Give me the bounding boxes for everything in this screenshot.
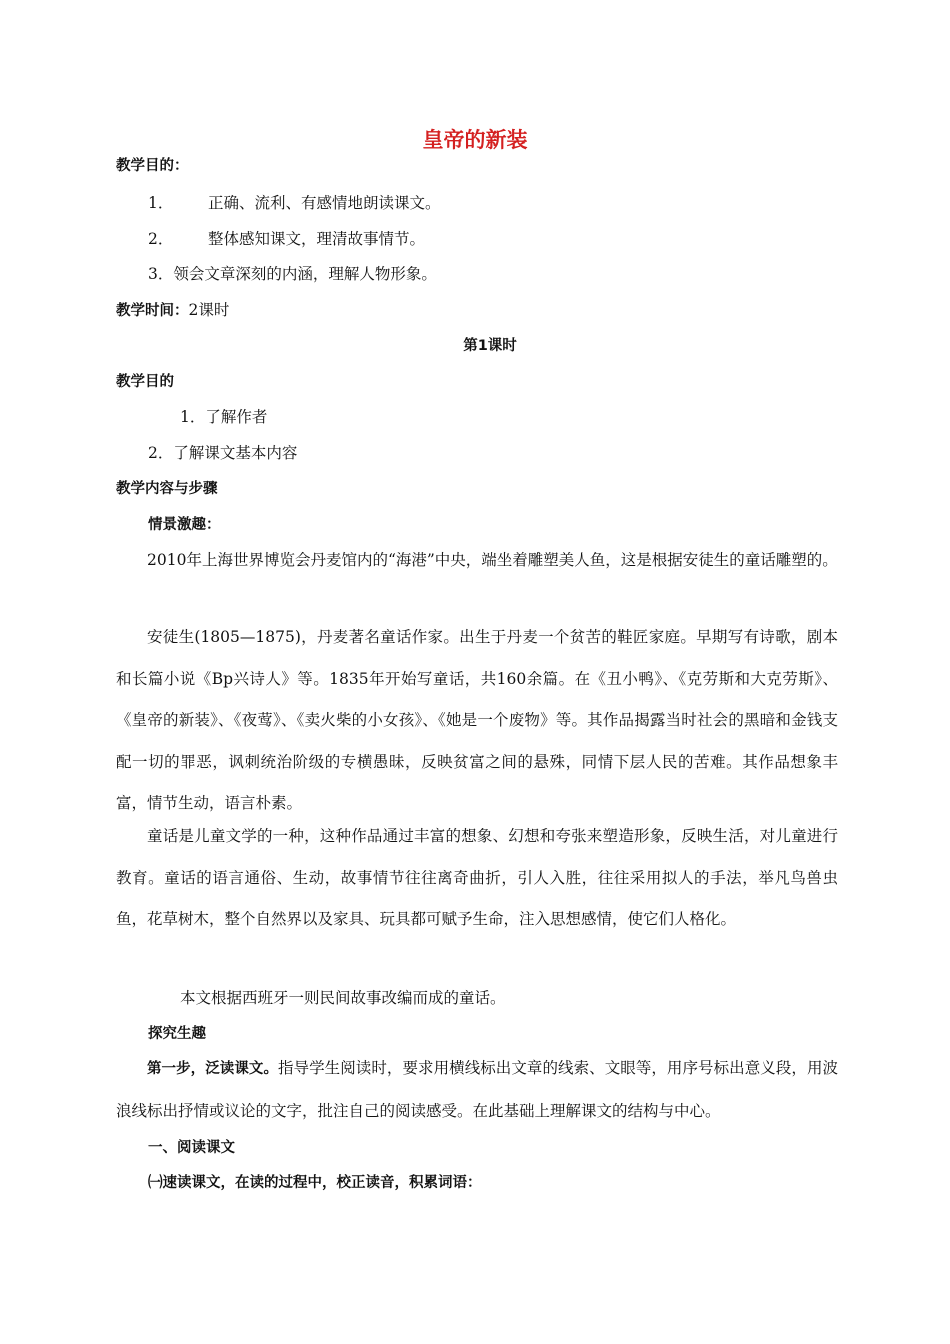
teaching-time-label: 教学时间： [116,303,189,319]
objectives-heading: 教学目的： [116,158,189,174]
content-heading: 教学内容与步骤 [116,481,218,497]
document-title: 皇帝的新装 [422,128,528,152]
objective-number: 2． [148,230,174,248]
intro-paragraph-2: 安徒生(1805—1875)，丹麦著名童话作家。出生于丹麦一个贫苦的鞋匠家庭。早期写有诗歌，剧本和长篇小说《Bp兴诗人》等。1835年开始写童话，共160余篇。在《丑小鸭》、《克劳斯和大克劳斯》、《皇帝的新装》、《夜莺》、《卖火柴的小女孩》、《她是一个废物》等。其作品揭露当时社会的黑暗和金钱支配一切的罪恶，讽刺统治阶级的专横愚昧，反映贫富之间的悬殊，同情下层人民的苦难。其作品想象丰富，情节生动，语言朴素。 [116,628,838,812]
objective-number: 3． [148,265,174,283]
intro-heading: 情景激趣： [148,517,221,533]
step1-text: 指导学生阅读时，要求用横线标出文章的线索、文眼等，用序号标出意义段，用波浪线标出抒情或议论的文字，批注自己的阅读感受。在此基础上理解课文的结构与中心。 [116,1059,838,1120]
lesson1-objectives-heading: 教学目的 [116,374,174,390]
objective-text: 正确、流利、有感情地朗读课文。 [208,194,441,212]
intro-paragraph-1: 2010年上海世界博览会丹麦馆内的“海港”中央，端坐着雕塑美人鱼，这是根据安徒生的童话雕塑的。 [147,551,838,569]
objective-number: 1． [148,194,174,212]
objective-item-2 [148,229,425,249]
step1-label: 第一步，泛读课文。 [147,1061,279,1077]
intro-paragraph-3: 童话是儿童文学的一种，这种作品通过丰富的想象、幻想和夸张来塑造形象，反映生活，对儿童进行教育。童话的语言通俗、生动，故事情节往往离奇曲折，引人入胜，往往采用拟人的手法，举凡鸟兽虫鱼，花草树木，整个自然界以及家具、玩具都可赋予生命，注入思想感情，使它们人格化。 [116,827,838,928]
subsection1-heading: ㈠速读课文，在读的过程中，校正读音，积累词语： [148,1175,482,1191]
explore-heading: 探究生趣 [148,1026,206,1042]
teaching-time-value: 2课时 [188,301,230,319]
teaching-time [116,300,229,321]
source-note: 本文根据西班牙一则民间故事改编而成的童话。 [180,989,506,1007]
lesson1-heading: 第1课时 [463,338,517,354]
objective-item-1 [148,193,441,213]
objective-text: 领会文章深刻的内涵，理解人物形象。 [173,265,437,283]
objective-text: 整体感知课文，理清故事情节。 [208,230,426,248]
lesson1-objective-2: 2．了解课文基本内容 [148,444,298,462]
objective-item-3 [148,264,437,284]
lesson1-objective-1: 1．了解作者 [180,408,268,426]
step1-paragraph [116,1048,838,1132]
section1-heading: 一、阅读课文 [148,1140,235,1156]
